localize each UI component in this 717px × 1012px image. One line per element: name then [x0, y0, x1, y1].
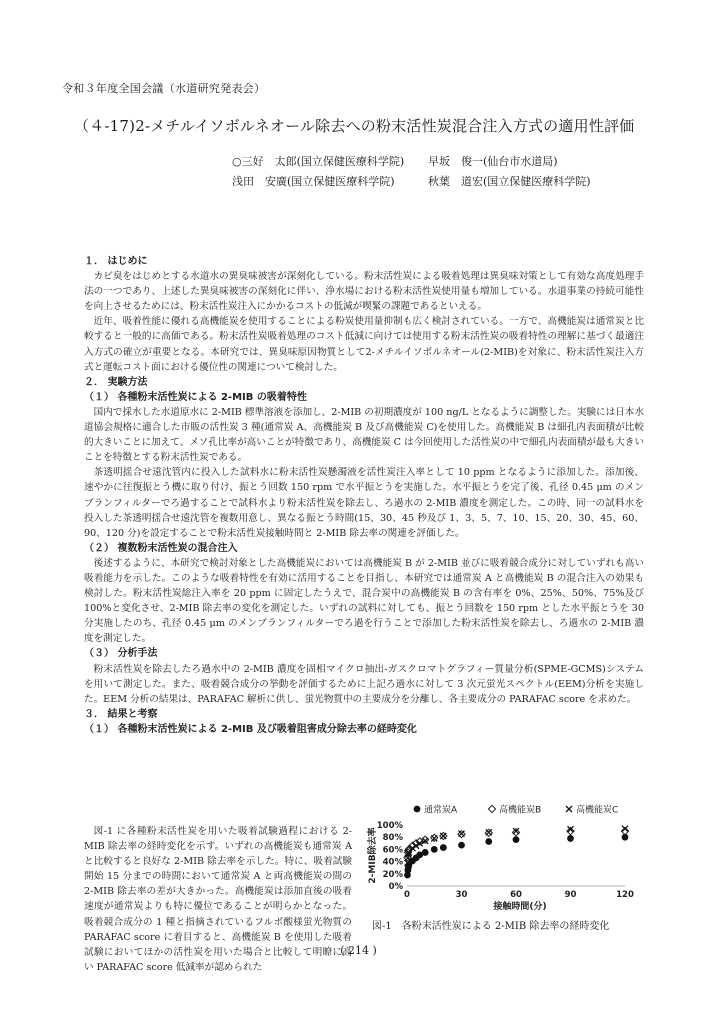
data-point [459, 831, 465, 837]
data-point [486, 829, 492, 835]
legend-marker [414, 806, 421, 813]
paragraph: 近年、吸着性能に優れる高機能炭を使用することによる粉炭使用量抑制も広く検討されている。一方で、高機能炭は通常炭と比較すると一般的に高価である。粉末活性炭吸着処理のコスト低減に向けては使用する粉末活性炭の吸着特性の理解に基づく最適注入方式の確立が重要となる。本研究では、異臭味原因物質として2-メチルイソボルネオール(2-MIB)を対象に、粉末活性炭注入方式と運転コスト面における優位性の関連について検討した。 [84, 316, 644, 373]
author-name: 早坂 俊一(仙台市水道局) [428, 155, 558, 168]
legend-label: 高機能炭B [499, 805, 542, 816]
legend-label: 高機能炭C [576, 805, 619, 816]
data-point [440, 833, 446, 839]
figure-1-chart [355, 800, 640, 920]
paragraph: 粉末活性炭を除去したろ過水中の 2-MIB 濃度を固相マイクロ抽出-ガスクロマトグラフィー質量分析(SPME-GCMS)システムを用いて測定した。また、吸着競合成分の挙動を評価するために上記ろ過水に対して 3 次元蛍光スペクトル(EEM)分析を実施した。EEM 分析の結果は、PARAFAC 解析に供し、蛍光物質中の主要成分を分離し、各主要成分の PARAFAC score を求めた。 [84, 663, 644, 705]
subsection-heading: （２） 複数粉末活性炭の混合注入 [84, 542, 238, 554]
author-name: ○三好 太郎(国立保健医療科学院) [232, 155, 405, 168]
data-point [458, 842, 465, 849]
author-row [232, 172, 591, 192]
data-point [431, 846, 438, 853]
data-point [485, 838, 492, 845]
author-name: 秋葉 道宏(国立保健医療科学院) [428, 175, 591, 188]
x-tick-label: 30 [455, 890, 468, 900]
y-tick-label: 80% [382, 833, 403, 844]
data-point [440, 844, 447, 851]
subsection-heading: （１） 各種粉末活性炭による 2-MIB 及び吸着阻害成分除去率の経時変化 [84, 723, 417, 735]
author-list [232, 152, 591, 192]
data-point [422, 849, 429, 856]
data-point [567, 835, 574, 842]
x-tick-label: 0 [404, 890, 410, 900]
data-point [512, 829, 519, 836]
subsection-heading: （１） 各種粉末活性炭による 2-MIB の吸着特性 [84, 391, 307, 403]
y-tick-label: 60% [382, 845, 403, 856]
legend-marker [566, 806, 572, 812]
main-body [84, 254, 644, 737]
section-heading: ２． 実験方法 [84, 376, 148, 388]
paragraph: 茶透明揺合せ遠沈管内に投入した試料水に粉末活性炭懸濁液を活性炭注入率として 10 ppm となるように添加した。添加後、速やかに往復振とう機に取り付け、振とう回数 150 rpm で水平振とうを実施した。水平振とうを完了後、孔径 0.45 μm のメンブランフィルターでろ過することで試料水より粉末活性炭を除去し、ろ過水の 2-MIB 濃度を測定した。この時、同一の試料水を投入した茶透明揺合せ遠沈管を複数用意し、異なる振とう時間(15、30、45 秒及び 1、3、5、7、10、15、20、30、45、60、90、120 分)を設定することで粉末活性炭接触時間と 2-MIB 除去率の関連を評価した。 [84, 467, 644, 539]
paragraph: 図-1 に各種粉末活性炭を用いた吸着試験過程における 2-MIB 除去率の経時変化を示す。いずれの高機能炭も通常炭 A と比較すると良好な 2-MIB 除去率を示した。特に、吸着試験開始 15 分までの時間において通常炭 A と両高機能炭の間の 2-MIB 除去率の差が大きかった。高機能炭は添加直後の吸着速度が通常炭よりも特に優位であることが明らかとなった。吸着競合成分の 1 種と指摘されているフルボ酸様蛍光物質の PARAFAC score に着目すると、高機能炭 B を使用した吸着試験においてほかの活性炭を用いた場合と比較して明瞭に高い PARAFAC score 低減率が認められた [84, 826, 352, 973]
data-point [431, 835, 437, 841]
legend-marker [488, 805, 495, 812]
x-tick-label: 90 [564, 890, 577, 900]
data-point [622, 826, 628, 832]
conference-name: 令和３年度全国会議（水道研究発表会） [62, 82, 266, 95]
y-tick-label: 40% [382, 857, 403, 868]
legend-label: 通常炭A [424, 805, 458, 816]
paper-title: （４-17)2-メチルイソボルネオール除去への粉末活性炭混合注入方式の適用性評価 [74, 117, 635, 135]
x-axis-label: 接触時間(分) [493, 902, 547, 912]
figure-caption: 図-1 各粉末活性炭による 2-MIB 除去率の経時変化 [372, 921, 610, 932]
author-name: 浅田 安廣(国立保健医療科学院) [232, 175, 395, 188]
paragraph: カビ臭をはじめとする水道水の異臭味被害が深刻化している。粉末活性炭による吸着処理は異臭味対策として有効な高度処理手法の一つであり、上述した異臭味被害の深刻化に伴い、浄水場における粉末活性炭使用量も増加している。水道事業の持続可能性を向上させるためには、粉末活性炭注入にかかるコストの低減が喫緊の課題であるといえる。 [84, 271, 644, 313]
y-tick-label: 100% [376, 821, 403, 831]
y-tick-label: 0% [388, 882, 403, 892]
page-number: ( 214 ) [340, 944, 377, 957]
x-tick-label: 60 [510, 890, 522, 900]
y-tick-label: 20% [382, 869, 403, 880]
y-axis-label: 2-MIB除去率 [368, 827, 378, 884]
paragraph: 国内で採水した水道原水に 2-MIB 標準溶液を添加し、2-MIB の初期濃度が 100 ng/L となるように調整した。実験には日本水道協会規格に適合した市販の活性炭 3 種(通常炭 A、高機能炭 B 及び高機能炭 C)を使用した。高機能炭 B は細孔内表面積が比較的大きいことに加えて、メソ孔比率が高いことが特徴であり、高機能炭 C は今回使用した活性炭の中で細孔内表面積が最も大きいことを特徴とする粉末活性炭である。 [84, 406, 644, 464]
section-heading: １． はじめに [84, 256, 148, 267]
x-tick-label: 120 [616, 890, 634, 900]
paragraph: 後述するように、本研究で検討対象とした高機能炭においては高機能炭 B が 2-MIB 並びに吸着競合成分に対していずれも高い吸着能力を示した。このような吸着特性を有効に活用することを目指し、本研究では通常炭 A と高機能炭 B の混合注入の効果も検討した。粉末活性炭総注入率を 20 ppm に固定したうえで、混合炭中の高機能炭 B の含有率を 0%、25%、50%、75%及び 100%と変化させ、2-MIB 除去率の変化を測定した。いずれの試料に対しても、振とう回数を 150 rpm とした水平振とうを 30 分実施したのち、孔径 0.45 μm のメンブランフィルターでろ過を行うことで添加した粉末活性炭を除去し、ろ過水の 2-MIB 濃度を測定した。 [84, 557, 644, 645]
author-row [232, 152, 591, 172]
section-heading: ３． 結果と考察 [84, 708, 158, 720]
data-point [513, 836, 520, 843]
chart-svg [355, 800, 640, 916]
subsection-heading: （３） 分析手法 [84, 648, 158, 660]
